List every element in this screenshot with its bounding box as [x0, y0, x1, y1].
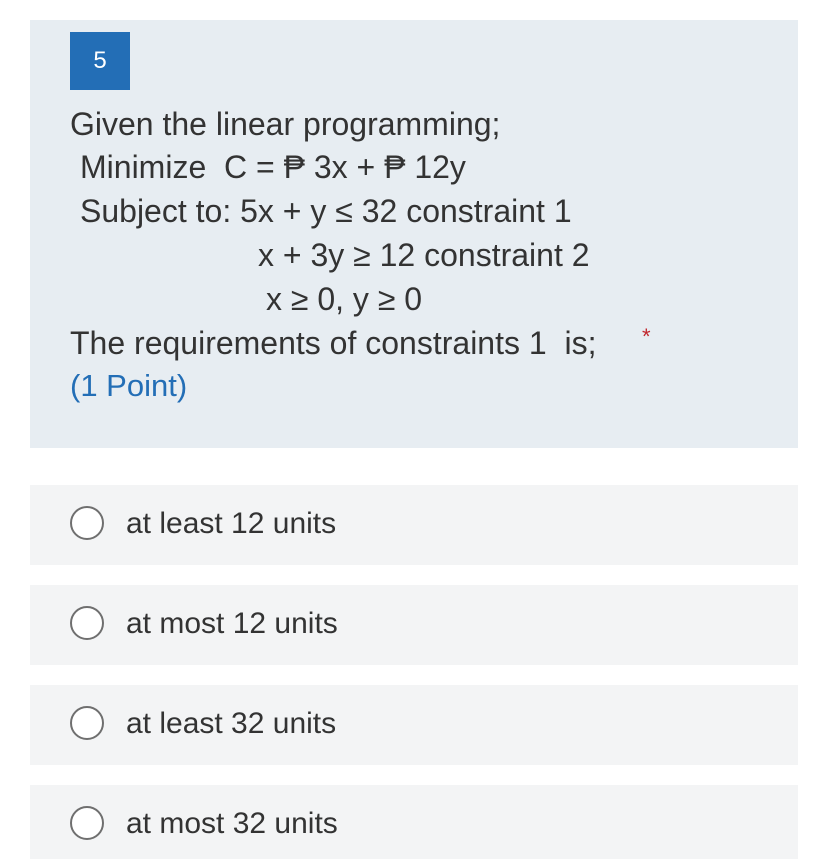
objective-function: Minimize C = ₱ 3x + ₱ 12y — [80, 149, 466, 185]
question-prompt: The requirements of constraints 1 is; — [70, 325, 597, 361]
radio-button-icon[interactable] — [70, 706, 104, 740]
radio-button-icon[interactable] — [70, 606, 104, 640]
answer-option-label: at most 32 units — [126, 807, 338, 840]
required-marker: * — [642, 324, 651, 349]
answer-option-label: at most 12 units — [126, 607, 338, 640]
answer-option-label: at least 12 units — [126, 507, 337, 540]
answer-option-4[interactable] — [30, 785, 798, 859]
radio-button-icon[interactable] — [70, 506, 104, 540]
answer-option-2[interactable] — [30, 585, 798, 665]
question-card — [30, 20, 798, 448]
question-points: (1 Point) — [70, 368, 188, 403]
constraint-1-line: Subject to: 5x + y ≤ 32 constraint 1 — [80, 193, 572, 229]
non-negativity-constraint: x ≥ 0, y ≥ 0 — [266, 281, 423, 317]
question-number-badge: 5 — [70, 32, 130, 90]
answer-option-label: at least 32 units — [126, 707, 337, 740]
question-heading: Given the linear programming; — [70, 106, 501, 142]
answer-option-1[interactable] — [30, 485, 798, 565]
radio-button-icon[interactable] — [70, 806, 104, 840]
constraint-2-line: x + 3y ≥ 12 constraint 2 — [258, 237, 590, 273]
answer-option-3[interactable] — [30, 685, 798, 765]
